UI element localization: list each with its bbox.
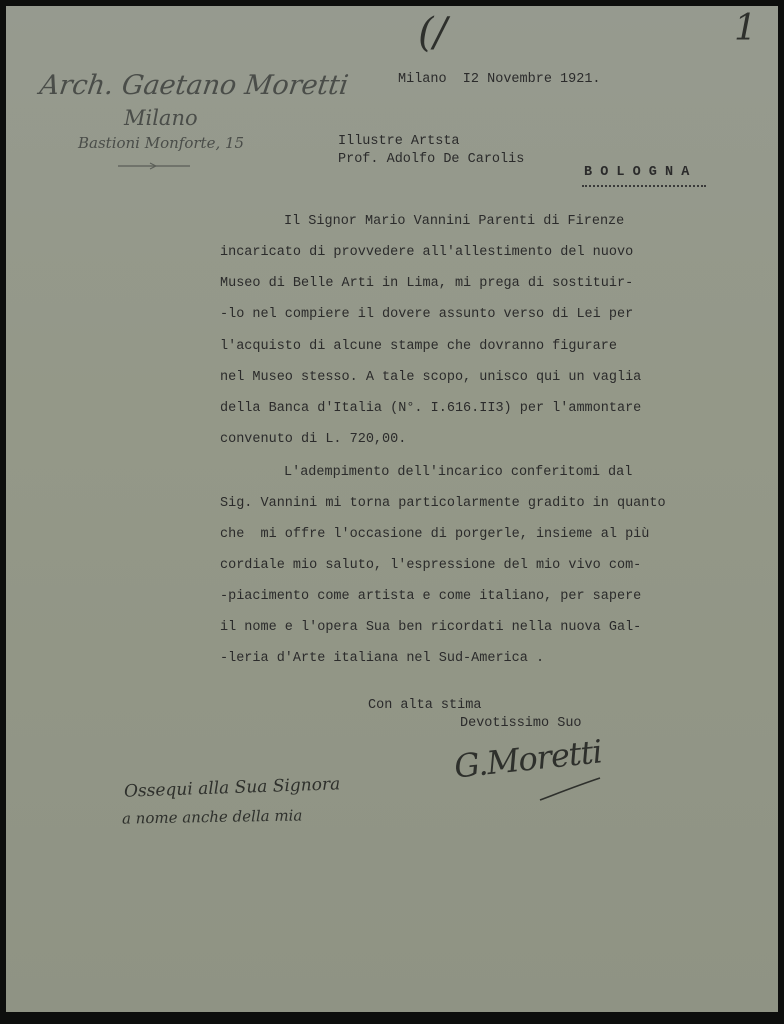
body-line-4: -lo nel compiere il dovere assunto verso di Lei per (220, 307, 634, 322)
body-line-11: che mi offre l'occasione di porgerle, insieme al più (220, 527, 650, 542)
page-number: 1 (734, 8, 757, 49)
recipient-line-1: Illustre Artsta (338, 134, 460, 149)
recipient-city-underline (582, 185, 706, 187)
signature-underline (536, 776, 606, 806)
body-line-13: -piacimento come artista e come italiano, per sapere (220, 589, 642, 604)
body-line-1: Il Signor Mario Vannini Parenti di Firenze (284, 214, 625, 229)
top-pencil-mark: (/ (418, 10, 448, 56)
body-line-9: L'adempimento dell'incarico conferitomi dal (284, 465, 633, 480)
body-line-3: Museo di Belle Arti in Lima, mi prega di sostituir- (220, 276, 634, 291)
recipient-line-2: Prof. Adolfo De Carolis (338, 152, 525, 167)
closing-line-1: Con alta stima (368, 698, 482, 713)
letter-page (6, 6, 778, 1012)
closing-line-2: Devotissimo Suo (460, 716, 582, 731)
date-line: Milano I2 Novembre 1921. (398, 72, 601, 87)
letterhead-name: Arch. Gaetano Moretti (37, 70, 351, 101)
body-line-10: Sig. Vannini mi torna particolarmente gradito in quanto (220, 496, 666, 511)
handwritten-note-line-1: Ossequi alla Sua Signora (123, 774, 341, 802)
body-line-15: -leria d'Arte italiana nel Sud-America . (220, 651, 545, 666)
body-line-7: della Banca d'Italia (N°. I.616.II3) per l'ammontare (220, 401, 642, 416)
body-line-8: convenuto di L. 720,00. (220, 432, 407, 447)
body-line-5: l'acquisto di alcune stampe che dovranno figurare (220, 339, 617, 354)
body-line-6: nel Museo stesso. A tale scopo, unisco qui un vaglia (220, 370, 642, 385)
letterhead-city: Milano (124, 106, 198, 130)
body-line-2: incaricato di provvedere all'allestimento del nuovo (220, 245, 634, 260)
signature: G.Moretti (452, 732, 604, 786)
recipient-city: B O L O G N A (584, 165, 690, 180)
handwritten-note-line-2: a nome anche della mia (121, 806, 303, 828)
letterhead-flourish (116, 160, 196, 170)
body-line-14: il nome e l'opera Sua ben ricordati nella nuova Gal- (220, 620, 642, 635)
body-line-12: cordiale mio saluto, l'espressione del mio vivo com- (220, 558, 642, 573)
letterhead-address: Bastioni Monforte, 15 (78, 134, 245, 152)
